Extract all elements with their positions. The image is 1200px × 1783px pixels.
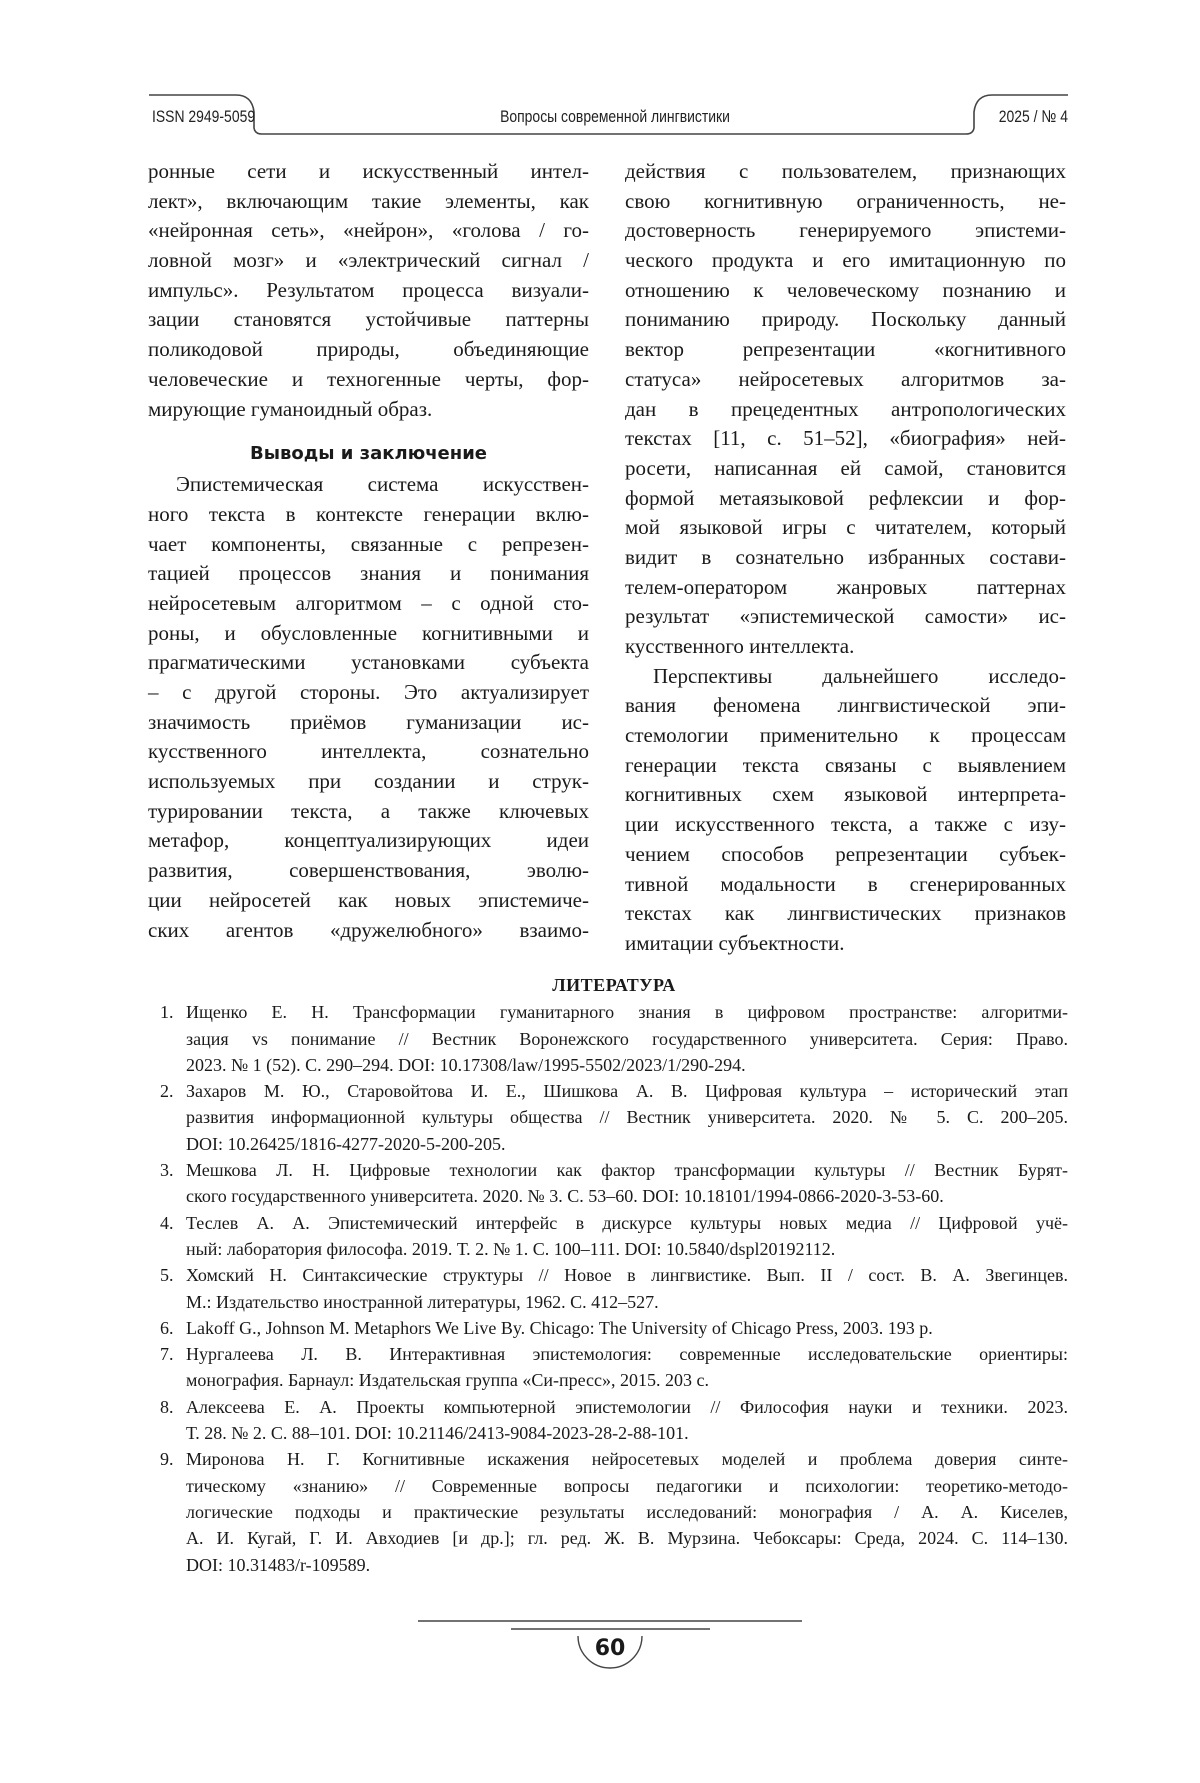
reference-item [160, 1394, 1068, 1447]
text-line: чением способов репрезентации субъек- [625, 840, 1066, 870]
text-line: ции нейросетей как новых эпистемиче- [148, 886, 589, 916]
reference-number: 8. [160, 1394, 174, 1420]
text-line: ронные сети и искусственный интел- [148, 157, 589, 187]
reference-item [160, 1157, 1068, 1210]
paragraph [625, 662, 1066, 959]
text-line: Перспективы дальнейшего исследо- [625, 662, 1066, 692]
text-line: вания феномена лингвистической эпи- [625, 691, 1066, 721]
reference-number: 3. [160, 1157, 174, 1183]
text-line: когнитивных схем языковой интерпрета- [625, 780, 1066, 810]
text-line: ции искусственного текста, а также с изу- [625, 810, 1066, 840]
issue-number: 2025 / № 4 [999, 107, 1068, 127]
text-line: кусственного интеллекта. [625, 632, 1066, 662]
text-line: нейросетевым алгоритмом – с одной сто- [148, 589, 589, 619]
references-heading: ЛИТЕРАТУРА [160, 972, 1068, 998]
reference-line: Нургалеева Л. В. Интерактивная эпистемология: современные исследовательские ориентиры: [186, 1341, 1068, 1367]
text-line: ловной мозг» и «электрический сигнал / [148, 246, 589, 276]
reference-line: Захаров М. Ю., Старовойтова И. Е., Шишкова А. В. Цифровая культура – исторический этап [186, 1078, 1068, 1104]
text-line: росети, написанная ей самой, становится [625, 454, 1066, 484]
reference-item [160, 1446, 1068, 1577]
reference-line: Алексеева Е. А. Проекты компьютерной эпистемологии // Философия науки и техники. 2023. [186, 1394, 1068, 1420]
text-line: свою когнитивную ограниченность, не- [625, 187, 1066, 217]
reference-line: DOI: 10.26425/1816-4277-2020-5-200-205. [186, 1131, 1068, 1157]
text-line: «нейронная сеть», «нейрон», «голова / го- [148, 216, 589, 246]
reference-item [160, 1262, 1068, 1315]
reference-line: М.: Издательство иностранной литературы, 1962. С. 412–527. [186, 1289, 1068, 1315]
text-line: поликодовой природы, объединяющие [148, 335, 589, 365]
text-line: роны, и обусловленные когнитивными и [148, 619, 589, 649]
text-line: мирующие гуманоидный образ. [148, 395, 589, 425]
text-line: действия с пользователем, признающих [625, 157, 1066, 187]
reference-number: 9. [160, 1446, 174, 1472]
reference-line: ского государственного университета. 2020. № 3. С. 53–60. DOI: 10.18101/1994-0866-2020-3-53-60. [186, 1183, 1068, 1209]
reference-line: Мешкова Л. Н. Цифровые технологии как фактор трансформации культуры // Вестник Бурят- [186, 1157, 1068, 1183]
text-line: используемых при создании и струк- [148, 767, 589, 797]
text-line: результат «эпистемической самости» ис- [625, 602, 1066, 632]
text-line: телем-оператором жанровых паттернах [625, 573, 1066, 603]
reference-line: А. И. Кугай, Г. И. Авходиев [и др.]; гл. ред. Ж. В. Мурзина. Чебоксары: Среда, 2024. С. 114–130. [186, 1525, 1068, 1551]
reference-item [160, 999, 1068, 1078]
text-line: дан в прецедентных антропологических [625, 395, 1066, 425]
reference-number: 2. [160, 1078, 174, 1104]
reference-line: зация vs понимание // Вестник Воронежского государственного университета. Серия: Право. [186, 1026, 1068, 1052]
reference-line: Хомский Н. Синтаксические структуры // Новое в лингвистике. Вып. II / сост. В. А. Звегинцев. [186, 1262, 1068, 1288]
text-line: формой метаязыковой рефлексии и фор- [625, 484, 1066, 514]
text-line: мой языковой игры с читателем, который [625, 513, 1066, 543]
text-line: лект», включающим такие элементы, как [148, 187, 589, 217]
reference-item [160, 1315, 1068, 1341]
reference-item [160, 1210, 1068, 1263]
reference-line: Lakoff G., Johnson M. Metaphors We Live By. Chicago: The University of Chicago Press, 2003. 193 p. [186, 1315, 1068, 1341]
text-line: пониманию природу. Поскольку данный [625, 305, 1066, 335]
text-line: ских агентов «дружелюбного» взаимо- [148, 916, 589, 946]
text-line: ческого продукта и его имитационную по [625, 246, 1066, 276]
text-line: генерации текста связаны с выявлением [625, 751, 1066, 781]
reference-number: 5. [160, 1262, 174, 1288]
text-line: вектор репрезентации «когнитивного [625, 335, 1066, 365]
reference-line: Миронова Н. Г. Когнитивные искажения нейросетевых моделей и проблема доверия синте- [186, 1446, 1068, 1472]
text-line: человеческие и техногенные черты, фор- [148, 365, 589, 395]
reference-line: Теслев А. А. Эпистемический интерфейс в дискурсе культуры новых медиа // Цифровой учё- [186, 1210, 1068, 1236]
reference-number: 4. [160, 1210, 174, 1236]
reference-line: DOI: 10.31483/r-109589. [186, 1552, 1068, 1578]
reference-line: тическому «знанию» // Современные вопросы педагогики и психологии: теоретико-методо- [186, 1473, 1068, 1499]
section-heading: Выводы и заключение [148, 440, 589, 468]
paragraph [148, 470, 589, 945]
paragraph [148, 157, 589, 424]
text-line: ного текста в контексте генерации вклю- [148, 500, 589, 530]
text-line: чает компоненты, связанные с репрезен- [148, 530, 589, 560]
text-line: Эпистемическая система искусствен- [148, 470, 589, 500]
text-line: имитации субъектности. [625, 929, 1066, 959]
reference-line: развития информационной культуры общества // Вестник университета. 2020. № 5. С. 200–205. [186, 1104, 1068, 1130]
text-line: текстах как лингвистических признаков [625, 899, 1066, 929]
text-line: зации становятся устойчивые паттерны [148, 305, 589, 335]
text-line: турировании текста, а также ключевых [148, 797, 589, 827]
reference-number: 7. [160, 1341, 174, 1367]
reference-line: Ищенко Е. Н. Трансформации гуманитарного знания в цифровом пространстве: алгоритми- [186, 999, 1068, 1025]
references [160, 972, 1068, 1578]
text-line: развития, совершенствования, эволю- [148, 856, 589, 886]
text-line: отношению к человеческому познанию и [625, 276, 1066, 306]
text-line: значимость приёмов гуманизации ис- [148, 708, 589, 738]
text-line: – с другой стороны. Это актуализирует [148, 678, 589, 708]
reference-line: 2023. № 1 (52). С. 290–294. DOI: 10.17308/law/1995-5502/2023/1/290-294. [186, 1052, 1068, 1078]
paragraph [625, 157, 1066, 662]
text-line: тивной модальности в сгенерированных [625, 870, 1066, 900]
text-line: метафор, концептуализирующих идеи [148, 826, 589, 856]
left-column [148, 157, 589, 945]
text-line: статуса» нейросетевых алгоритмов за- [625, 365, 1066, 395]
reference-line: ный: лаборатория философа. 2019. Т. 2. № 1. С. 100–111. DOI: 10.5840/dspl20192112. [186, 1236, 1068, 1262]
reference-list [160, 999, 1068, 1578]
reference-line: Т. 28. № 2. С. 88–101. DOI: 10.21146/2413-9084-2023-28-2-88-101. [186, 1420, 1068, 1446]
reference-line: монография. Барнаул: Издательская группа «Си-пресс», 2015. 203 с. [186, 1367, 1068, 1393]
page-number: 60 [595, 1636, 626, 1661]
text-line: видит в сознательно избранных состави- [625, 543, 1066, 573]
text-line: достоверность генерируемого эпистеми- [625, 216, 1066, 246]
reference-item [160, 1341, 1068, 1394]
reference-line: логические подходы и практические результаты исследований: монография / А. А. Киселев, [186, 1499, 1068, 1525]
right-column [625, 157, 1066, 959]
text-line: тацией процессов знания и понимания [148, 559, 589, 589]
reference-number: 1. [160, 999, 174, 1025]
text-line: текстах [11, с. 51–52], «биография» ней- [625, 424, 1066, 454]
text-line: импульс». Результатом процесса визуали- [148, 276, 589, 306]
text-line: прагматическими установками субъекта [148, 648, 589, 678]
reference-number: 6. [160, 1315, 174, 1341]
reference-item [160, 1078, 1068, 1157]
issn: ISSN 2949-5059 [152, 107, 255, 127]
journal-title: Вопросы современной лингвистики [500, 107, 730, 127]
text-line: стемологии применительно к процессам [625, 721, 1066, 751]
text-line: кусственного интеллекта, сознательно [148, 737, 589, 767]
